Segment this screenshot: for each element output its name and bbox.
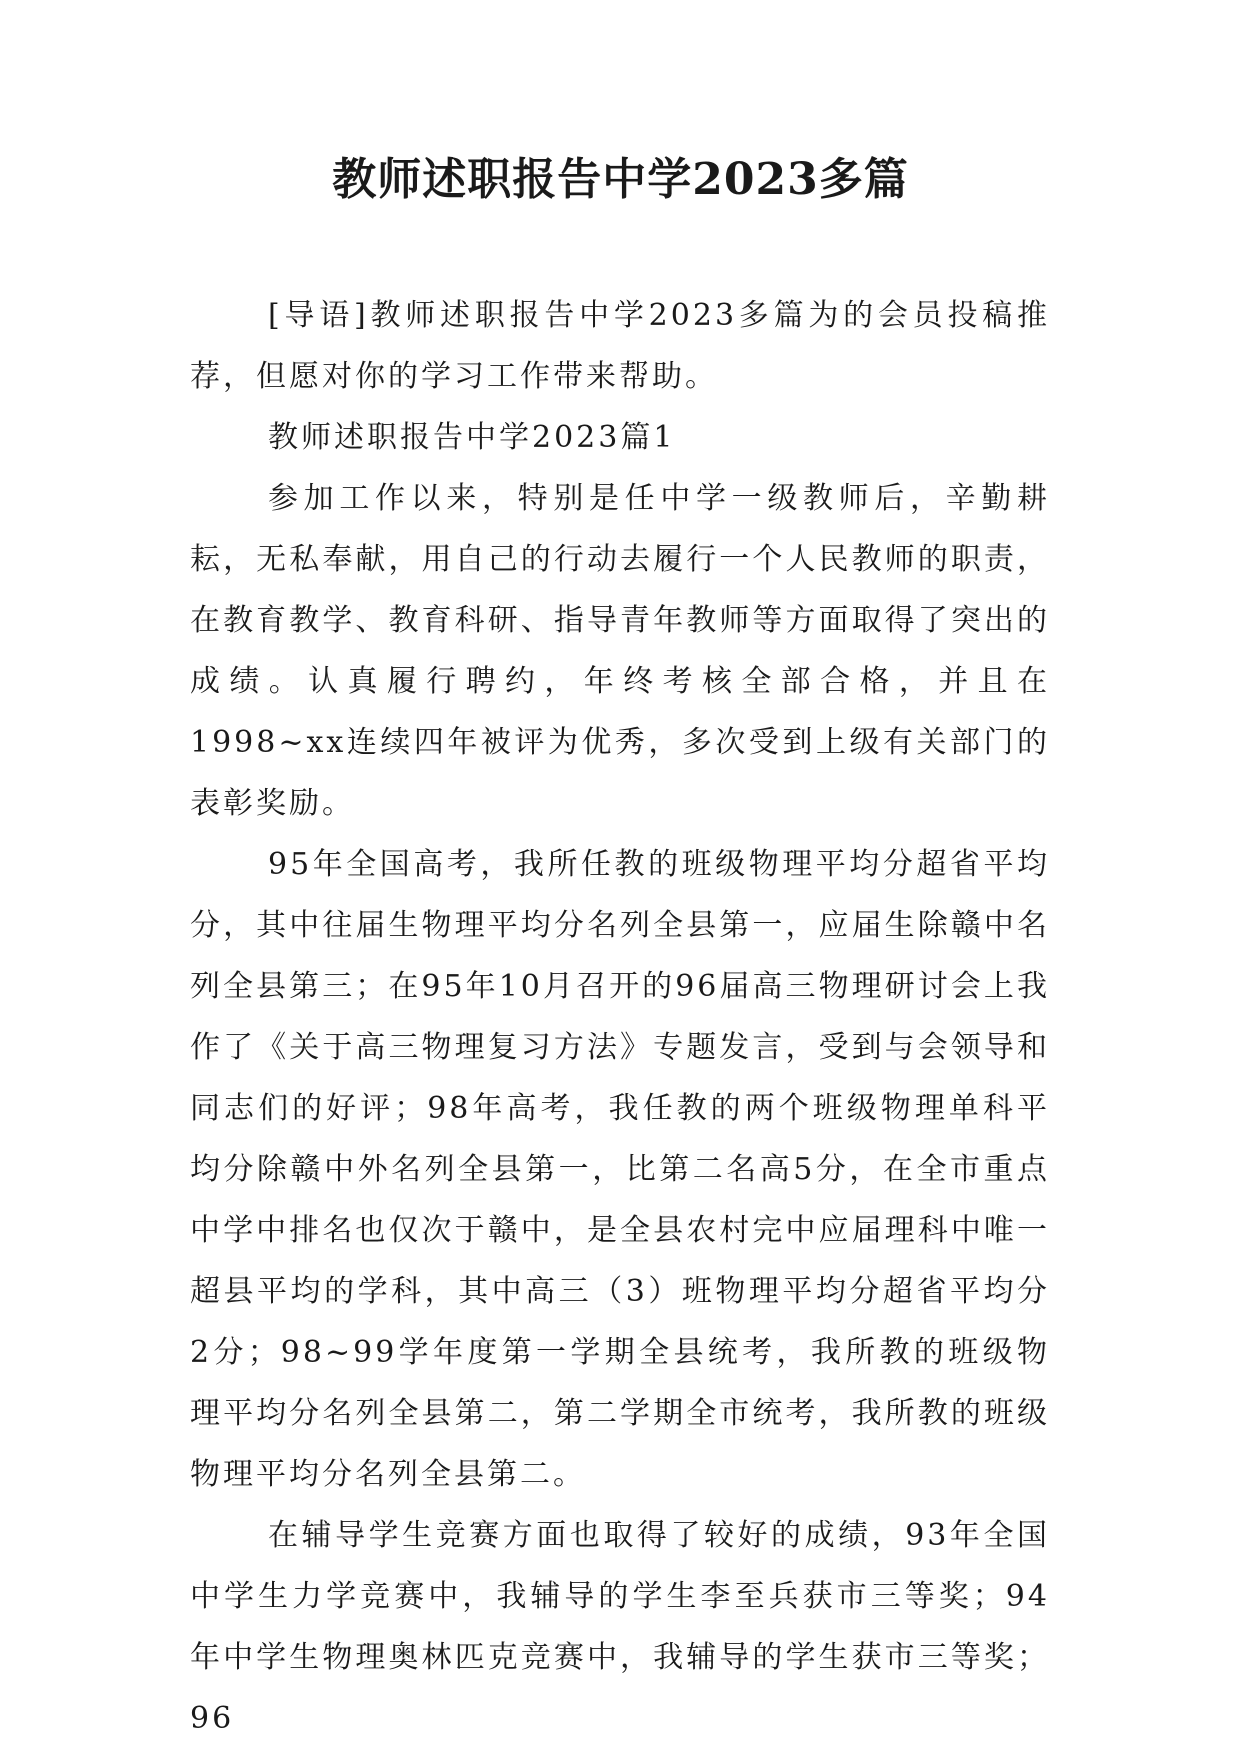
section-heading: 教师述职报告中学2023篇1: [268, 420, 676, 455]
body-paragraph: 参加工作以来，特别是任中学一级教师后，辛勤耕耘，无私奉献，用自己的行动去履行一个人民教师的职责，在教育教学、教育科研、指导青年教师等方面取得了突出的成绩。认真履行聘约，年终考核全部合格，并且在1998~xx连续四年被评为优秀，多次受到上级有关部门的表彰奖励。: [190, 481, 1050, 821]
document-title: 教师述职报告中学2023多篇: [332, 154, 909, 205]
body-paragraph: 在辅导学生竞赛方面也取得了较好的成绩，93年全国中学生力学竞赛中，我辅导的学生李至兵获市三等奖；94年中学生物理奥林匹克竞赛中，我辅导的学生获市三等奖；96: [190, 1518, 1050, 1736]
intro-paragraph: [导语]教师述职报告中学2023多篇为的会员投稿推荐，但愿对你的学习工作带来帮助。: [190, 298, 1050, 394]
document-body: [190, 285, 1050, 1749]
body-paragraph: 95年全国高考，我所任教的班级物理平均分超省平均分，其中往届生物理平均分名列全县第一，应届生除赣中名列全县第三；在95年10月召开的96届高三物理研讨会上我作了《关于高三物理复习方法》专题发言，受到与会领导和同志们的好评；98年高考，我任教的两个班级物理单科平均分除赣中外名列全县第一，比第二名高5分，在全市重点中学中排名也仅次于赣中，是全县农村完中应届理科中唯一超县平均的学科，其中高三（3）班物理平均分超省平均分2分；98~99学年度第一学期全县统考，我所教的班级物理平均分名列全县第二，第二学期全市统考，我所教的班级物理平均分名列全县第二。: [190, 847, 1050, 1492]
